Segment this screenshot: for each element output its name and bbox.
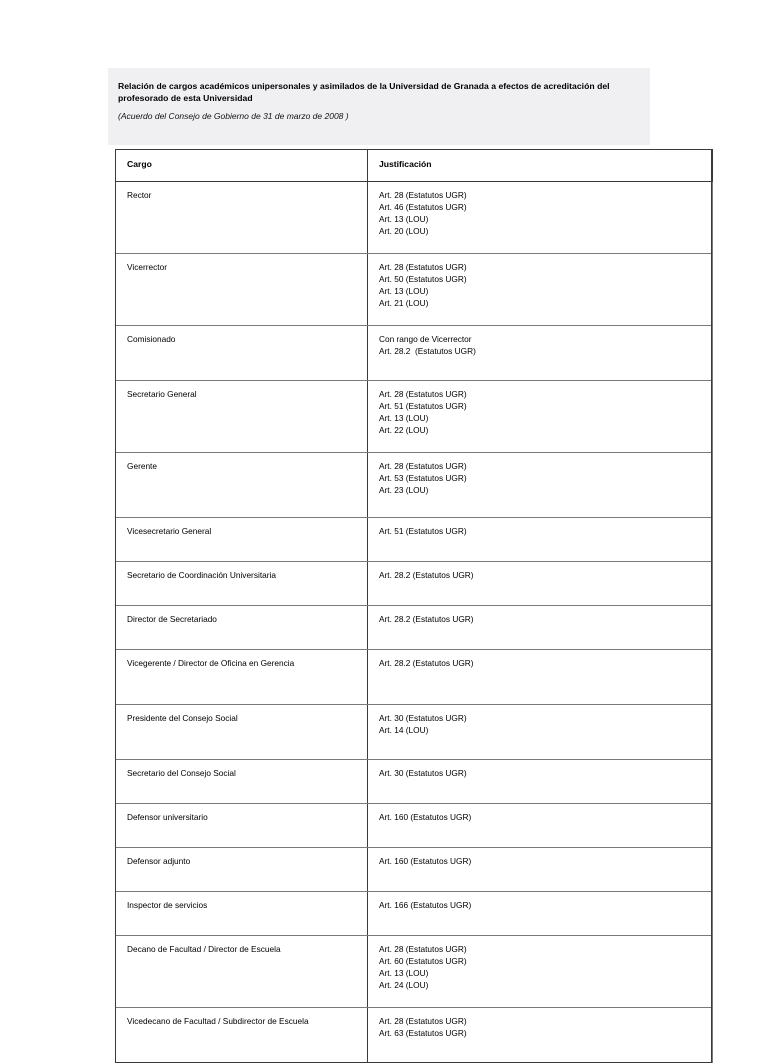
cell-cargo bbox=[116, 1007, 368, 1062]
justificacion-line: Art. 160 (Estatutos UGR) bbox=[379, 811, 472, 822]
cell-cargo bbox=[116, 325, 368, 380]
cell-justificacion bbox=[368, 759, 713, 803]
justificacion-line: Art. 63 (Estatutos UGR) bbox=[379, 1027, 467, 1038]
justificacion-line: Art. 20 (LOU) bbox=[379, 225, 429, 236]
cell-cargo bbox=[116, 181, 368, 253]
cell-justificacion bbox=[368, 605, 713, 649]
cell-justificacion bbox=[368, 452, 713, 517]
cell-cargo bbox=[116, 517, 368, 561]
table-row bbox=[116, 649, 713, 704]
cell-cargo bbox=[116, 380, 368, 452]
justificacion-line: Art. 28.2 (Estatutos UGR) bbox=[379, 657, 474, 668]
cell-justificacion bbox=[368, 704, 713, 759]
justificacion-line: Art. 24 (LOU) bbox=[379, 979, 429, 990]
table-row bbox=[116, 935, 713, 1007]
cell-cargo bbox=[116, 891, 368, 935]
page-subtitle: (Acuerdo del Consejo de Gobierno de 31 de marzo de 2008 ) bbox=[118, 111, 349, 121]
justificacion-line: Art. 13 (LOU) bbox=[379, 285, 429, 296]
table-row bbox=[116, 891, 713, 935]
table-row bbox=[116, 380, 713, 452]
cargo-text: Vicedecano de Facultad / Subdirector de Escuela bbox=[127, 1015, 309, 1026]
cargo-text: Defensor universitario bbox=[127, 811, 208, 822]
table-row bbox=[116, 803, 713, 847]
column-header-justificacion: Justificación bbox=[368, 150, 713, 182]
cell-justificacion bbox=[368, 380, 713, 452]
table-body bbox=[116, 181, 713, 1062]
header-background-band bbox=[108, 68, 650, 145]
justificacion-line: Art. 53 (Estatutos UGR) bbox=[379, 472, 467, 483]
justificacion-line: Art. 46 (Estatutos UGR) bbox=[379, 201, 467, 212]
cargo-text: Vicegerente / Director de Oficina en Gerencia bbox=[127, 657, 295, 668]
justificacion-line: Art. 166 (Estatutos UGR) bbox=[379, 899, 472, 910]
cargo-text: Inspector de servicios bbox=[127, 899, 208, 910]
cell-justificacion bbox=[368, 803, 713, 847]
cargo-text: Decano de Facultad / Director de Escuela bbox=[127, 943, 281, 954]
table-row bbox=[116, 759, 713, 803]
table-row bbox=[116, 517, 713, 561]
cargos-table-container bbox=[115, 149, 712, 1063]
cell-cargo bbox=[116, 561, 368, 605]
table-row bbox=[116, 181, 713, 253]
table-row bbox=[116, 253, 713, 325]
cargo-text: Rector bbox=[127, 189, 152, 200]
cell-justificacion bbox=[368, 1007, 713, 1062]
page-title: Relación de cargos académicos unipersonales y asimilados de la Universidad de Granada a efectos de acreditación del profesorado de esta Universidad bbox=[118, 81, 610, 103]
justificacion-line: Art. 28 (Estatutos UGR) bbox=[379, 1015, 467, 1026]
cell-cargo bbox=[116, 605, 368, 649]
cell-justificacion bbox=[368, 517, 713, 561]
table-row bbox=[116, 325, 713, 380]
cargo-text: Gerente bbox=[127, 460, 157, 471]
justificacion-line: Art. 28 (Estatutos UGR) bbox=[379, 460, 467, 471]
cargo-text: Director de Secretariado bbox=[127, 613, 217, 624]
justificacion-line: Art. 13 (LOU) bbox=[379, 967, 429, 978]
cell-cargo bbox=[116, 935, 368, 1007]
table-row bbox=[116, 847, 713, 891]
table-row bbox=[116, 1007, 713, 1062]
column-header-cargo: Cargo bbox=[116, 150, 368, 182]
cell-cargo bbox=[116, 847, 368, 891]
table-row bbox=[116, 561, 713, 605]
cell-justificacion bbox=[368, 649, 713, 704]
justificacion-line: Art. 28.2 (Estatutos UGR) bbox=[379, 613, 474, 624]
table-header bbox=[116, 150, 713, 182]
justificacion-line: Art. 28 (Estatutos UGR) bbox=[379, 261, 467, 272]
cell-justificacion bbox=[368, 181, 713, 253]
cargo-text: Secretario del Consejo Social bbox=[127, 767, 236, 778]
cell-cargo bbox=[116, 452, 368, 517]
justificacion-line: Art. 60 (Estatutos UGR) bbox=[379, 955, 467, 966]
cell-cargo bbox=[116, 759, 368, 803]
justificacion-line: Art. 51 (Estatutos UGR) bbox=[379, 400, 467, 411]
cell-justificacion bbox=[368, 253, 713, 325]
cargo-text: Presidente del Consejo Social bbox=[127, 712, 238, 723]
cell-cargo bbox=[116, 704, 368, 759]
table-row bbox=[116, 704, 713, 759]
justificacion-line: Art. 28 (Estatutos UGR) bbox=[379, 189, 467, 200]
cell-cargo bbox=[116, 253, 368, 325]
cell-justificacion bbox=[368, 847, 713, 891]
cargos-table bbox=[115, 149, 713, 1063]
justificacion-line: Art. 28 (Estatutos UGR) bbox=[379, 388, 467, 399]
justificacion-line: Art. 28.2 (Estatutos UGR) bbox=[379, 569, 474, 580]
justificacion-line: Art. 13 (LOU) bbox=[379, 412, 429, 423]
cargo-text: Vicerrector bbox=[127, 261, 167, 272]
cell-justificacion bbox=[368, 891, 713, 935]
justificacion-line: Art. 30 (Estatutos UGR) bbox=[379, 712, 467, 723]
justificacion-line: Art. 160 (Estatutos UGR) bbox=[379, 855, 472, 866]
justificacion-line: Art. 50 (Estatutos UGR) bbox=[379, 273, 467, 284]
table-header-row bbox=[116, 150, 713, 182]
cell-justificacion bbox=[368, 561, 713, 605]
cargo-text: Vicesecretario General bbox=[127, 525, 212, 536]
justificacion-line: Art. 28.2 (Estatutos UGR) bbox=[379, 345, 476, 356]
cargo-text: Defensor adjunto bbox=[127, 855, 191, 866]
cell-cargo bbox=[116, 803, 368, 847]
cargo-text: Secretario de Coordinación Universitaria bbox=[127, 569, 276, 580]
justificacion-line: Art. 30 (Estatutos UGR) bbox=[379, 767, 467, 778]
cargo-text: Comisionado bbox=[127, 333, 176, 344]
justificacion-line: Art. 28 (Estatutos UGR) bbox=[379, 943, 467, 954]
justificacion-line: Art. 23 (LOU) bbox=[379, 484, 429, 495]
justificacion-line: Art. 14 (LOU) bbox=[379, 724, 429, 735]
cell-justificacion bbox=[368, 935, 713, 1007]
cell-cargo bbox=[116, 649, 368, 704]
cell-justificacion bbox=[368, 325, 713, 380]
cargo-text: Secretario General bbox=[127, 388, 197, 399]
justificacion-line: Art. 13 (LOU) bbox=[379, 213, 429, 224]
table-row bbox=[116, 452, 713, 517]
justificacion-line: Con rango de Vicerrector bbox=[379, 333, 472, 344]
table-row bbox=[116, 605, 713, 649]
justificacion-line: Art. 21 (LOU) bbox=[379, 297, 429, 308]
justificacion-line: Art. 22 (LOU) bbox=[379, 424, 429, 435]
justificacion-line: Art. 51 (Estatutos UGR) bbox=[379, 525, 467, 536]
